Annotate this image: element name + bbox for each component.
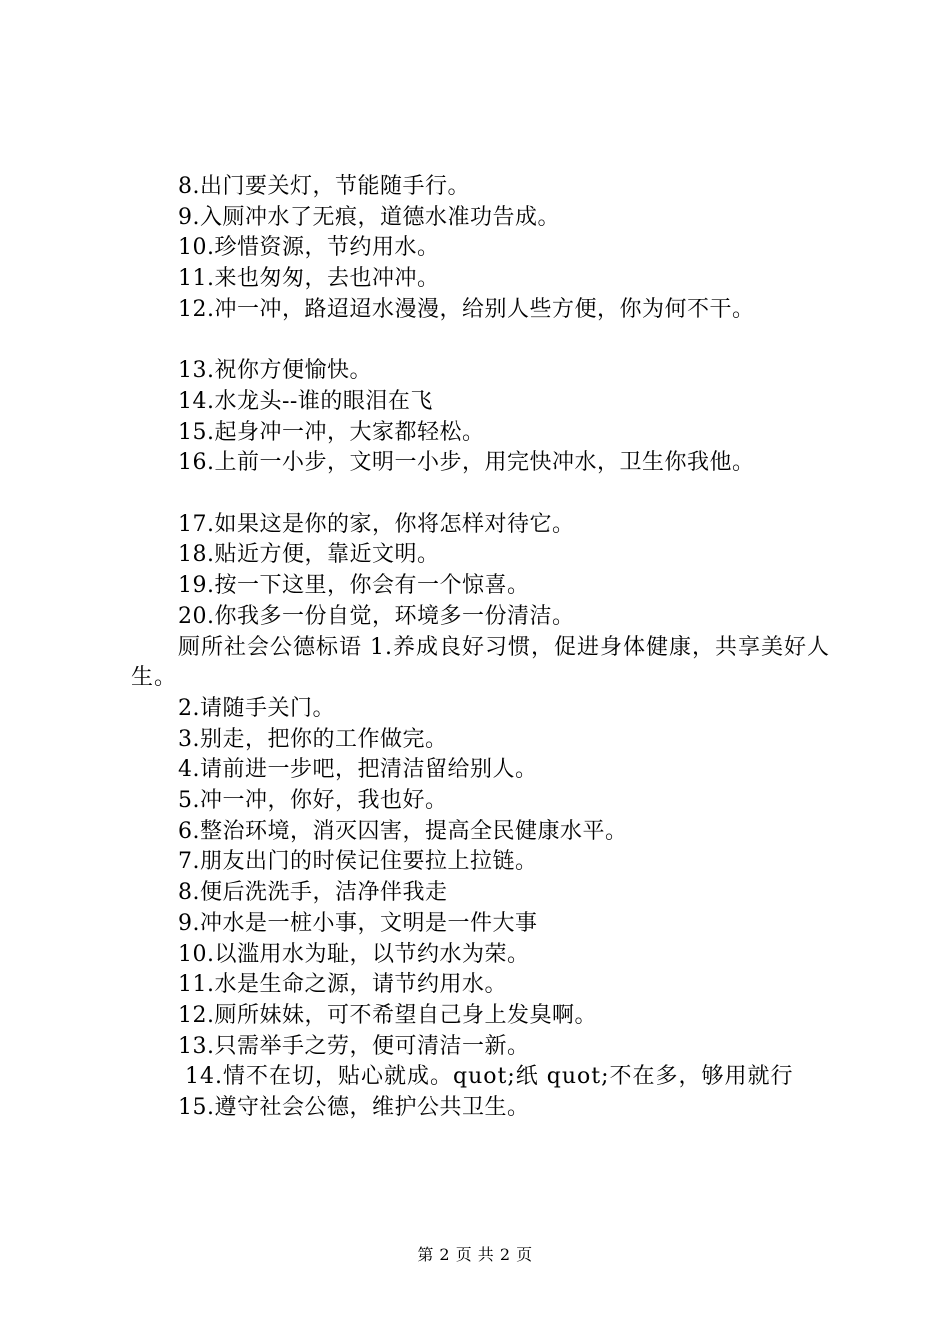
slogan-line: 9.冲水是一桩小事，文明是一件大事 bbox=[178, 910, 538, 936]
slogan-line: 7.朋友出门的时侯记住要拉上拉链。 bbox=[178, 849, 538, 875]
slogan-line: 15.起身冲一冲，大家都轻松。 bbox=[178, 419, 485, 445]
slogan-line: 18.贴近方便，靠近文明。 bbox=[178, 542, 440, 568]
slogan-line: 10.珍惜资源，节约用水。 bbox=[178, 235, 440, 261]
slogan-line: 5.冲一冲，你好，我也好。 bbox=[178, 788, 448, 814]
paragraph-gap bbox=[131, 479, 831, 510]
slogan-line: 3.别走，把你的工作做完。 bbox=[178, 726, 448, 752]
page-number-footer: 第 2 页 共 2 页 bbox=[417, 1245, 533, 1264]
slogan-line: 12.厕所妹妹，可不希望自己身上发臭啊。 bbox=[178, 1002, 597, 1028]
slogan-line: 14.水龙头--谁的眼泪在飞 bbox=[178, 388, 433, 414]
slogan-line: 19.按一下这里，你会有一个惊喜。 bbox=[178, 573, 530, 599]
section-heading-paragraph: 厕所社会公德标语 1.养成良好习惯，促进身体健康，共享美好人生。 bbox=[131, 634, 830, 691]
slogan-line: 12.冲一冲，路迢迢水漫漫，给别人些方便，你为何不干。 bbox=[178, 296, 755, 322]
slogan-line: 8.出门要关灯，节能随手行。 bbox=[178, 174, 470, 199]
slogan-line: 9.入厕冲水了无痕，道德水准功告成。 bbox=[178, 204, 560, 230]
slogan-line: 11.水是生命之源，请节约用水。 bbox=[178, 972, 507, 998]
slogan-line: 10.以滥用水为耻，以节约水为荣。 bbox=[178, 941, 530, 967]
document-body bbox=[131, 172, 831, 1124]
slogan-line: 8.便后洗洗手，洁净伴我走 bbox=[178, 880, 448, 906]
slogan-line: 2.请随手关门。 bbox=[178, 695, 335, 721]
slogan-line: 4.请前进一步吧，把清洁留给别人。 bbox=[178, 757, 538, 783]
slogan-line: 16.上前一小步，文明一小步，用完快冲水，卫生你我他。 bbox=[178, 450, 755, 476]
slogan-line: 13.祝你方便愉快。 bbox=[178, 358, 372, 384]
slogan-line: 15.遵守社会公德，维护公共卫生。 bbox=[178, 1095, 530, 1121]
slogan-line: 13.只需举手之劳，便可清洁一新。 bbox=[178, 1033, 530, 1059]
slogan-line: 17.如果这是你的家，你将怎样对待它。 bbox=[178, 511, 575, 537]
paragraph-gap bbox=[131, 326, 831, 357]
slogan-line: 6.整治环境，消灭囚害，提高全民健康水平。 bbox=[178, 818, 628, 844]
slogan-line: 11.来也匆匆，去也冲冲。 bbox=[178, 266, 440, 292]
wrapped-slogan-paragraph: 14.情不在切，贴心就成。quot;纸 quot;不在多，够用就行 bbox=[185, 1064, 794, 1090]
slogan-line: 20.你我多一份自觉，环境多一份清洁。 bbox=[178, 603, 575, 629]
